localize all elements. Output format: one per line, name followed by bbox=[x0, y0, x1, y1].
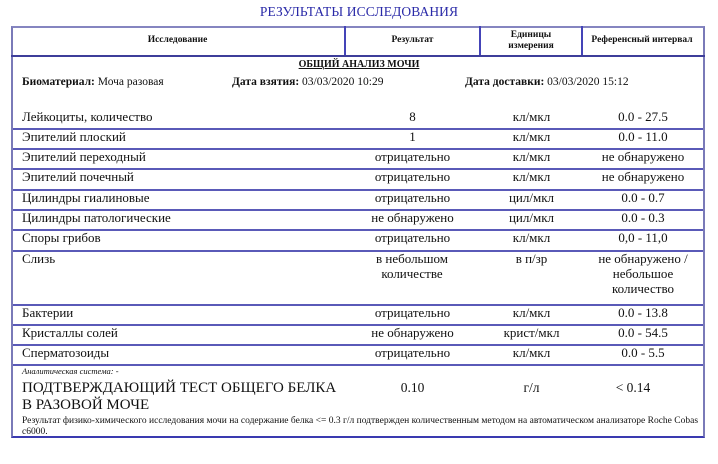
test-reference: 0.0 - 13.8 bbox=[618, 305, 668, 320]
delivery-date-label: Дата доставки: bbox=[465, 76, 545, 88]
table-row bbox=[13, 250, 703, 306]
confirm-test-name-line2: В РАЗОВОЙ МОЧЕ bbox=[22, 397, 150, 413]
test-name: Цилиндры патологические bbox=[22, 210, 171, 225]
table-row bbox=[13, 148, 703, 170]
test-unit: в п/зр bbox=[515, 251, 548, 266]
test-name: Цилиндры гиалиновые bbox=[22, 190, 150, 205]
delivery-date-value: 03/03/2020 15:12 bbox=[547, 76, 629, 88]
test-name: Бактерии bbox=[22, 305, 74, 320]
test-reference: 0.0 - 11.0 bbox=[618, 129, 668, 144]
test-reference: 0.0 - 0.7 bbox=[621, 190, 665, 205]
test-result: отрицательно bbox=[374, 169, 451, 184]
column-header-unit: Единицы измерения bbox=[508, 29, 554, 51]
test-reference: 0.0 - 5.5 bbox=[621, 345, 665, 360]
test-result: не обнаружено bbox=[371, 325, 454, 340]
table-row bbox=[13, 229, 703, 252]
test-result: отрицательно bbox=[374, 345, 451, 360]
table-row bbox=[13, 128, 703, 150]
section-title: ОБЩИЙ АНАЛИЗ МОЧИ bbox=[298, 59, 420, 70]
table-row bbox=[13, 304, 703, 326]
test-name: Слизь bbox=[22, 251, 56, 266]
collection-date-value: 03/03/2020 10:29 bbox=[302, 76, 384, 88]
test-result: не обнаружено bbox=[371, 210, 454, 225]
test-result: 1 bbox=[409, 129, 416, 144]
test-reference: 0,0 - 11,0 bbox=[618, 230, 668, 245]
biomaterial-value: Моча разовая bbox=[97, 76, 164, 88]
collection-date-info bbox=[232, 76, 384, 88]
table-row bbox=[13, 108, 703, 130]
test-name: Лейкоциты, количество bbox=[22, 109, 153, 124]
test-unit: цил/мкл bbox=[508, 210, 555, 225]
confirmation-note: Результат физико-химического исследования мочи на содержание белка <= 0.3 г/л подтвержден количественным методом на автоматическом анализаторе Roche Cobas c6000. bbox=[22, 416, 699, 437]
test-name: Эпителий переходный bbox=[22, 149, 146, 164]
test-unit: кл/мкл bbox=[512, 109, 551, 124]
confirm-test-name bbox=[22, 380, 336, 414]
collection-date-label: Дата взятия: bbox=[232, 76, 300, 88]
test-unit: кл/мкл bbox=[512, 169, 551, 184]
biomaterial-label: Биоматериал: bbox=[22, 76, 95, 88]
test-unit: кл/мкл bbox=[512, 149, 551, 164]
biomaterial-info bbox=[22, 76, 164, 88]
test-unit: кл/мкл bbox=[512, 305, 551, 320]
test-reference: не обнаружено bbox=[601, 149, 685, 164]
column-header-result: Результат bbox=[391, 35, 434, 45]
test-unit: кл/мкл bbox=[512, 345, 551, 360]
test-unit: цил/мкл bbox=[508, 190, 555, 205]
test-name: Эпителий почечный bbox=[22, 169, 134, 184]
test-reference: 0.0 - 54.5 bbox=[618, 325, 668, 340]
table-row bbox=[13, 168, 703, 191]
test-unit: крист/мкл bbox=[503, 325, 560, 340]
test-unit: кл/мкл bbox=[512, 230, 551, 245]
confirm-test-unit: г/л bbox=[523, 380, 540, 395]
test-result: 8 bbox=[409, 109, 416, 124]
test-result: в небольшом количестве bbox=[376, 251, 448, 281]
column-header-reference: Референсный интервал bbox=[591, 35, 693, 45]
test-result: отрицательно bbox=[374, 149, 451, 164]
test-reference: 0.0 - 27.5 bbox=[618, 109, 668, 124]
test-reference: не обнаружено / небольшое количество bbox=[598, 251, 688, 296]
test-name: Сперматозоиды bbox=[22, 345, 110, 360]
table-row bbox=[13, 209, 703, 231]
table-row bbox=[13, 324, 703, 346]
delivery-date-info bbox=[465, 76, 629, 88]
test-name: Споры грибов bbox=[22, 230, 101, 245]
test-name: Эпителий плоский bbox=[22, 129, 126, 144]
test-reference: не обнаружено bbox=[601, 169, 685, 184]
confirm-test-reference: < 0.14 bbox=[615, 380, 651, 395]
test-result: отрицательно bbox=[374, 190, 451, 205]
confirm-test-result: 0.10 bbox=[400, 380, 425, 395]
test-unit: кл/мкл bbox=[512, 129, 551, 144]
column-header-test: Исследование bbox=[147, 35, 208, 45]
test-result: отрицательно bbox=[374, 305, 451, 320]
table-row bbox=[13, 344, 703, 366]
test-name: Кристаллы солей bbox=[22, 325, 118, 340]
test-reference: 0.0 - 0.3 bbox=[621, 210, 665, 225]
test-result: отрицательно bbox=[374, 230, 451, 245]
table-header bbox=[11, 26, 705, 57]
report-title: РЕЗУЛЬТАТЫ ИССЛЕДОВАНИЯ bbox=[259, 4, 459, 19]
table-row bbox=[13, 189, 703, 211]
confirm-test-name-line1: ПОДТВЕРЖДАЮЩИЙ ТЕСТ ОБЩЕГО БЕЛКА bbox=[22, 380, 337, 396]
analytic-system: Аналитическая система: - bbox=[22, 366, 119, 376]
